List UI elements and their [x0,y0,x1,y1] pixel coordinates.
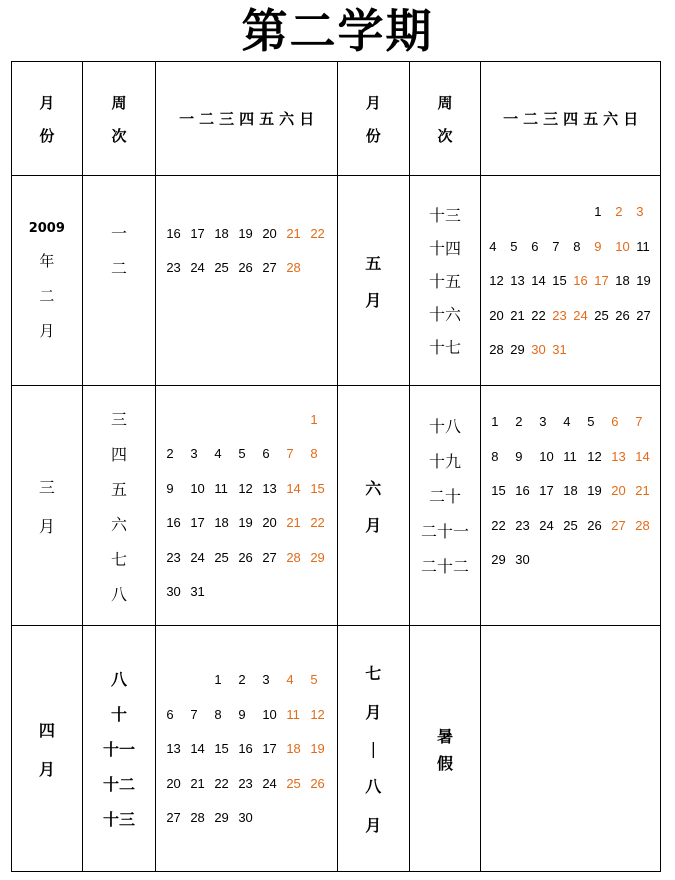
month-char: 二 [39,286,55,305]
day-number: 18 [214,515,229,531]
day-number: 20 [611,483,626,498]
day-number: 20 [166,775,181,791]
month-cell-feb [12,176,83,386]
month-cell-jun [337,386,409,626]
day-number: 27 [262,549,277,565]
day-number: 28 [190,810,205,825]
day-number: 19 [310,741,325,756]
day-number: 14 [531,273,546,288]
header-month-left [12,62,83,176]
days-cell-feb [156,176,338,386]
month-char: 三 [38,477,55,497]
day-number: 26 [310,775,325,791]
day-number: 13 [166,741,181,756]
day-number: 3 [636,204,644,219]
month-cell-apr [12,626,83,872]
day-number: 27 [636,307,651,323]
header-week-char: 周 [111,93,127,112]
day-number: 28 [635,517,650,533]
days-cell-apr [156,626,338,872]
day-number: 11 [563,448,577,464]
day-number: 24 [190,260,205,276]
day-number: 10 [262,706,277,722]
summer-vacation-cell [409,626,481,872]
weeks-cell-jun [409,386,481,626]
month-char: 五 [365,253,382,273]
week-number: 十五 [428,272,461,291]
days-cell-mar [156,386,338,626]
week-number: 二 [110,258,127,278]
day-number: 22 [310,225,325,241]
day-number: 31 [552,342,567,357]
header-week-char: 次 [437,126,453,145]
header-days-right [481,62,661,176]
header-month-char: 份 [365,126,381,145]
day-number: 14 [190,741,205,756]
day-number: 14 [635,448,650,464]
day-number: 20 [262,515,277,531]
day-number: 4 [214,446,222,462]
day-number: 22 [491,517,506,533]
day-number: 18 [563,483,578,498]
day-number: 16 [573,273,588,288]
day-number: 21 [635,483,650,498]
day-number: 17 [190,515,205,531]
week-number: 十三 [428,206,461,225]
week-number: 十三 [102,810,135,829]
day-number: 24 [262,775,277,791]
day-number: 9 [238,706,246,722]
day-number: 9 [594,238,602,254]
day-number: 17 [539,483,554,498]
weekday-label: 五 [583,110,599,128]
day-number: 29 [491,552,506,567]
day-number: 1 [310,411,318,427]
day-number: 6 [611,414,619,429]
header-days-left [156,62,338,176]
day-number: 17 [262,741,277,756]
week-number: 三 [110,409,127,429]
weekday-label: 二 [523,110,539,128]
day-number: 7 [286,446,294,462]
day-number: 31 [190,584,205,600]
day-number: 3 [539,414,547,429]
month-separator: | [370,739,376,758]
day-number: 19 [238,515,253,531]
week-number: 十二 [102,775,135,794]
day-number: 5 [238,446,246,462]
day-number: 29 [310,549,325,565]
day-number: 29 [510,342,525,357]
day-number: 24 [539,517,554,533]
week-number: 十四 [428,239,461,258]
day-number: 12 [489,273,504,288]
week-number: 十九 [428,452,461,471]
day-number: 23 [166,549,181,565]
days-cell-jun [481,386,661,626]
day-number: 9 [515,448,523,464]
day-number: 13 [262,480,277,496]
header-month-char: 月 [39,93,55,112]
day-number: 12 [587,448,602,464]
day-number: 6 [531,238,539,254]
summer-vacation-char: 假 [436,753,453,773]
day-number: 14 [286,480,301,496]
day-number: 9 [166,480,174,496]
header-month-char: 份 [39,126,55,145]
weekday-label: 三 [219,110,235,128]
month-char: 四 [38,720,55,740]
day-number: 1 [214,672,222,687]
day-number: 23 [166,260,181,276]
week-number: 十一 [102,740,135,759]
day-number: 27 [262,260,277,276]
row-feb-may [12,176,661,386]
day-number: 21 [190,775,205,791]
header-week-right [409,62,481,176]
day-number: 30 [238,810,253,825]
day-number: 27 [166,810,181,825]
day-number: 18 [286,741,301,756]
day-number: 30 [531,342,546,357]
month-cell-may [337,176,409,386]
day-number: 24 [573,307,588,323]
day-number: 6 [166,706,174,722]
day-number: 21 [286,515,301,531]
day-number: 11 [286,706,300,722]
weeks-cell-may [409,176,481,386]
day-number: 30 [515,552,530,567]
day-number: 25 [214,549,229,565]
day-number: 18 [214,225,229,241]
day-number: 24 [190,549,205,565]
day-number: 23 [552,307,567,323]
days-cell-may [481,176,661,386]
day-number: 1 [491,414,499,429]
weekday-label: 一 [179,110,195,128]
day-number: 13 [611,448,626,464]
month-char: 月 [365,290,382,310]
week-number: 二十二 [420,557,469,576]
day-number: 26 [587,517,602,533]
week-number: 七 [110,549,127,569]
day-number: 17 [190,225,205,241]
day-number: 26 [615,307,630,323]
day-number: 8 [214,706,222,722]
day-number: 15 [310,480,325,496]
month-year: 2009 [28,220,65,236]
day-number: 20 [489,307,504,323]
month-cell-jul-aug [337,626,409,872]
day-number: 13 [510,273,525,288]
day-number: 28 [489,342,504,357]
day-number: 2 [166,446,174,462]
day-number: 3 [262,672,270,687]
header-week-char: 周 [437,93,453,112]
day-number: 29 [214,810,229,825]
day-number: 15 [214,741,229,756]
week-number: 四 [110,444,127,464]
day-number: 25 [286,775,301,791]
day-number: 3 [190,446,198,462]
week-number: 八 [110,584,127,604]
day-number: 4 [563,414,571,429]
header-row [12,62,661,176]
empty-cell [481,626,661,872]
day-number: 2 [615,204,623,219]
day-number: 22 [214,775,229,791]
day-number: 12 [238,480,253,496]
month-char: 月 [365,515,382,535]
day-number: 21 [510,307,525,323]
day-number: 7 [552,238,560,254]
day-number: 2 [515,414,523,429]
day-number: 28 [286,549,301,565]
week-number: 二十一 [420,522,469,541]
day-number: 25 [594,307,609,323]
semester-calendar-table [11,61,661,872]
day-number: 15 [552,273,567,288]
day-number: 19 [587,483,602,498]
day-number: 12 [310,706,325,722]
weekday-label: 四 [239,110,255,128]
day-number: 27 [611,517,626,533]
weeks-cell-feb [82,176,156,386]
row-mar-jun [12,386,661,626]
day-number: 23 [515,517,530,533]
month-char: 六 [365,478,382,498]
month-char: 月 [365,816,382,835]
day-number: 21 [286,225,301,241]
month-char: 月 [365,703,382,722]
day-number: 25 [214,260,229,276]
day-number: 26 [238,549,253,565]
day-number: 17 [594,273,609,288]
month-cell-mar [12,386,83,626]
week-number: 一 [110,223,127,243]
day-number: 10 [539,448,554,464]
weeks-cell-apr [82,626,156,872]
day-number: 8 [573,238,581,254]
day-number: 15 [491,483,506,498]
day-number: 4 [286,672,294,687]
day-number: 23 [238,775,253,791]
week-number: 五 [110,479,127,499]
day-number: 7 [190,706,198,722]
week-number: 十七 [428,338,461,357]
month-char: 年 [39,251,55,270]
day-number: 5 [587,414,595,429]
week-number: 十八 [428,417,461,436]
day-number: 8 [310,446,318,462]
week-number: 八 [110,670,127,689]
day-number: 2 [238,672,246,687]
weekday-label: 三 [543,110,559,128]
day-number: 28 [286,260,301,276]
header-month-right [337,62,409,176]
weekday-label: 日 [623,110,639,128]
day-number: 5 [510,238,518,254]
day-number: 22 [531,307,546,323]
week-number: 二十 [428,487,461,506]
day-number: 19 [636,273,651,288]
day-number: 25 [563,517,578,533]
day-number: 11 [636,238,650,254]
day-number: 16 [166,515,181,531]
week-number: 十六 [428,305,461,324]
week-number: 六 [110,514,127,534]
day-number: 11 [214,480,228,496]
day-number: 30 [166,584,181,600]
day-number: 6 [262,446,270,462]
day-number: 18 [615,273,630,288]
month-char: 七 [365,664,382,683]
day-number: 16 [515,483,530,498]
page-title: 第二学期 [241,4,434,58]
weekday-label: 五 [259,110,275,128]
day-number: 16 [238,741,253,756]
week-number: 十 [110,705,127,724]
day-number: 4 [489,238,497,254]
month-char: 月 [38,516,55,536]
day-number: 22 [310,515,325,531]
day-number: 8 [491,448,499,464]
day-number: 26 [238,260,253,276]
month-char: 月 [38,759,55,779]
row-apr-julaug [12,626,661,872]
summer-vacation-char: 暑 [436,726,453,746]
day-number: 16 [166,225,181,241]
header-week-left [82,62,156,176]
day-number: 5 [310,672,318,687]
weekday-label: 二 [199,110,215,128]
day-number: 10 [615,238,630,254]
weeks-cell-mar [82,386,156,626]
weekday-label: 日 [299,110,315,128]
day-number: 20 [262,225,277,241]
header-month-char: 月 [365,93,381,112]
month-char: 八 [365,777,382,796]
day-number: 10 [190,480,205,496]
weekday-label: 一 [503,110,519,128]
weekday-label: 四 [563,110,579,128]
month-char: 月 [39,321,55,340]
weekday-label: 六 [603,110,619,128]
weekday-label: 六 [279,110,295,128]
header-week-char: 次 [111,126,127,145]
day-number: 7 [635,414,643,429]
day-number: 1 [594,204,602,219]
day-number: 19 [238,225,253,241]
